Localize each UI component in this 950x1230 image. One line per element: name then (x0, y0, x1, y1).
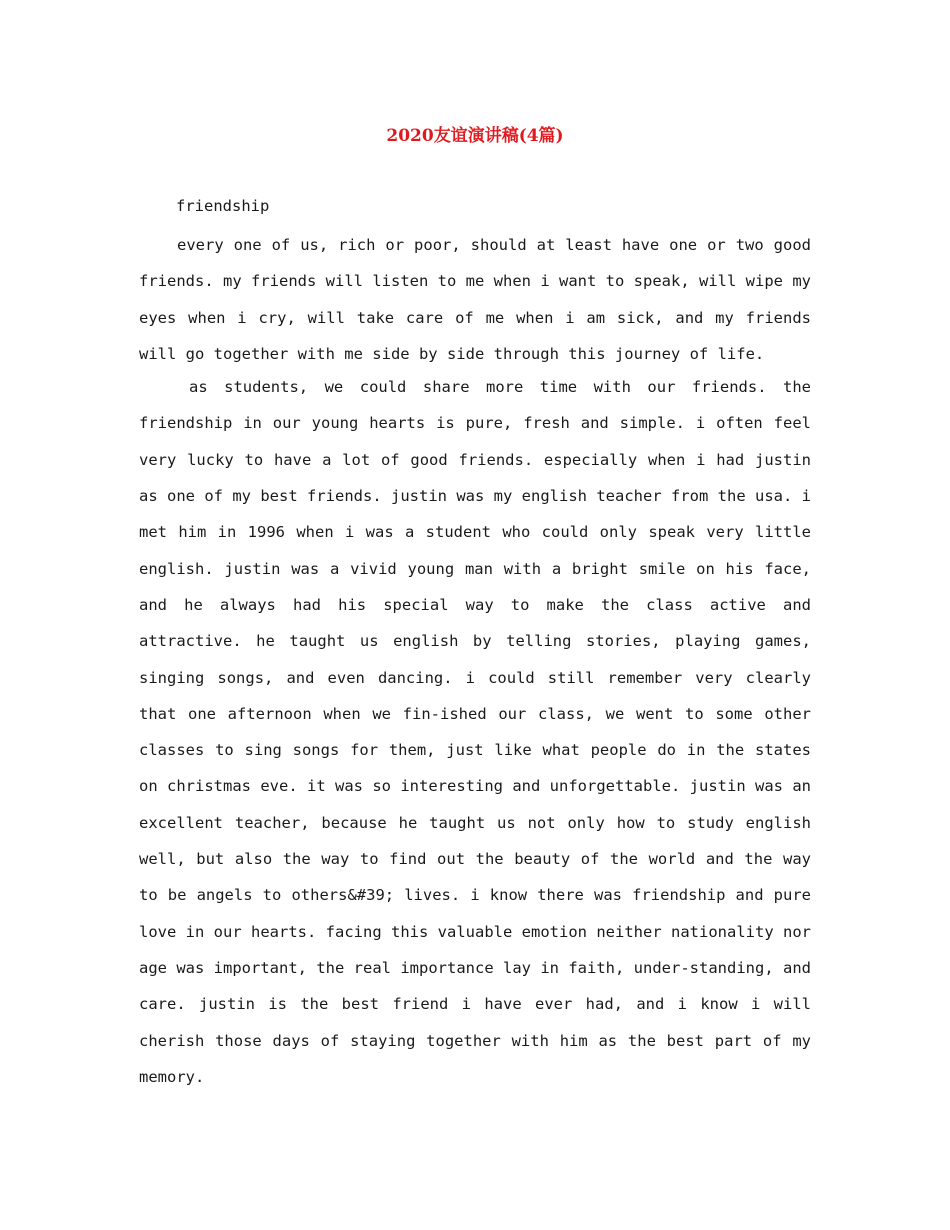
section-heading: friendship (176, 197, 270, 215)
document-title: 2020友谊演讲稿(4篇) (386, 126, 564, 146)
document-body (139, 194, 811, 1095)
paragraph-1: every one of us, rich or poor, should at least have one or two good friends. my friends will listen to me when i want to speak, will wipe my eyes when i cry, will take care of me when i am sick, and my friends will go together with me side by side through this journey of life. (139, 236, 811, 363)
paragraph-2: as students, we could share more time with our friends. the friendship in our young hearts is pure, fresh and simple. i often feel very lucky to have a lot of good friends. especially when i had justin as one of my best friends. justin was my english teacher from the usa. i met him in 1996 when i was a student who could only speak very little english. justin was a vivid young man with a bright smile on his face, and he always had his special way to make the class active and attractive. he taught us english by telling stories, playing games, singing songs, and even dancing. i could still remember very clearly that one afternoon when we fin-ished our class, we went to some other classes to sing songs for them, just like what people do in the states on christmas eve. it was so interesting and unforgettable. justin was an excellent teacher, because he taught us not only how to study english well, but also the way to find out the beauty of the world and the way to be angels to others&#39; lives. i know there was friendship and pure love in our hearts. facing this valuable emotion neither nationality nor age was important, the real importance lay in faith, under-standing, and care. justin is the best friend i have ever had, and i know i will cherish those days of staying together with him as the best part of my memory. (139, 378, 811, 1086)
